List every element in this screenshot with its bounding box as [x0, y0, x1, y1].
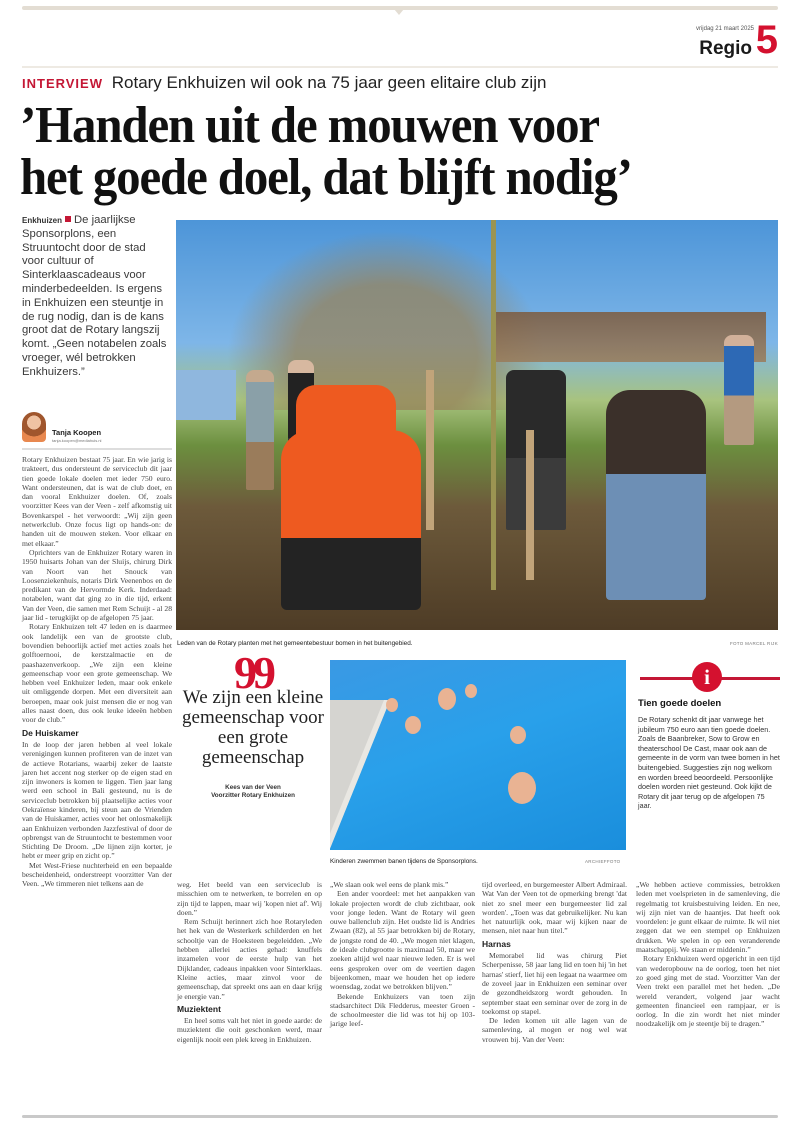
author-rule	[22, 448, 172, 450]
page-number: 5	[755, 18, 778, 62]
body-paragraph: tijd overleed, en burgemeester Albert Admiraal. Wat Van der Veen tot de opmerking brengt 'dat niet zo snel meer een burgemeester lid zal worden'. „Toen was dat gebruikelijker. Nu kan het natuurlijk ook, maar wij kijken naar de mensen, niet naar hun titel.”	[482, 880, 627, 936]
lead-text: De jaarlijkse Sponsorplons, een Struuntocht door de stad voor cultuur of Sinterklaascadeaus voor minderbedeelden. Is ergens in Enkhuizen een steuntje in de rug nodig, dan is de kans groot dat de Rotary langszij komt. „Geen notabelen zoals vroeger, wél betrokken Enkhuizers.”	[22, 214, 167, 378]
infobox-body: De Rotary schenkt dit jaar vanwege het jubileum 750 euro aan tien goede doelen. Zoals de Baanbreker, Sow to Grow en theaterschool De Cast, maar ook aan de gemeente in de vorm van twee bomen in het buitengebied. Suggesties zijn nog welkom en worden breed beoordeeld. Persoonlijke doelen worden niet gesteund. Ook kijkt de Rotary dit jaar terug op de afgelopen 75 jaar.	[638, 715, 780, 811]
lead-paragraph	[22, 214, 168, 380]
body-paragraph: Met West-Friese nuchterheid en een bepaalde bescheidenheid, onderstreept voorzitter Van der Veen. „We timmeren niet telkens aan de	[22, 860, 172, 889]
body-paragraph: Rem Schuijt herinnert zich hoe Rotaryleden het hek van de Westerkerk schilderden en het schooltje van de Hoeksteen begeleidden. „We hebben allerlei acties gehad: knuffels inzamelen voor de eerste hulp van het Dijklander, cadeaus inpakken voor Sinterklaas. Kleine acties, maar zinvol voor de gemeenschap, dat spreekt ons aan en daar krijg je energie van.”	[177, 917, 322, 1001]
pool-photo-caption: Kinderen zwemmen banen tijdens de Sponsorplons.	[330, 858, 478, 865]
body-paragraph: Rotary Enkhuizen bestaat 75 jaar. En wie jarig is trakteert, dus ondersteunt de serviceclub dit jaar tien goede lokale doelen met ieder 750 euro. Want ondersteunen, dat is wat de club doet, en dan vooral Enkhuizer doelen. Of, zoals voorzitter Kees van der Veen - zelf afkomstig uit Bovenkarspel - het verwoordt: „Wij zijn geen netwerkclub. Onze focus ligt op hands-on: de handen uit de mouwen steken. Voor elkaar en met elkaar.”	[22, 455, 172, 548]
body-column-2	[177, 880, 322, 1044]
headline-line-1: ’Handen uit de mouwen voor	[20, 97, 600, 154]
body-paragraph: Bekende Enkhuizers van toen zijn stadsarchitect Dik Fledderus, meester Groen - de schoolmeester die lid was tot hij op 103-jarige leef-	[330, 991, 475, 1029]
bottom-rule	[22, 1115, 778, 1118]
photo-person	[246, 370, 274, 490]
photo-person	[606, 390, 706, 600]
photo-person	[506, 370, 566, 530]
body-column-5	[636, 880, 780, 1029]
author-email[interactable]: tanja.koopen@mediahuis.nl	[52, 438, 102, 443]
subhead-huiskamer: De Huiskamer	[22, 727, 79, 738]
body-column-3	[330, 880, 475, 1029]
photo-stake	[426, 370, 434, 530]
body-paragraph: Oprichters van de Enkhuizer Rotary waren in 1950 huisarts Johan van der Sluijs, chirurg Dirk van Noort van het Snouck van Loosenziekenhuis, notaris Dirk Veenenbos en de predikant van de Hervormde Kerk. Inderdaad: notabelen, want dat ging zo in die tijd, erkent Van der Veen, die samen met Rem Schuijt - al 28 jaar lid - terugkijkt op de afgelopen 75 jaar.	[22, 547, 172, 623]
pullquote-text: We zijn een kleine gemeenschap voor een grote gemeenschap	[182, 687, 324, 768]
photo-swimmer	[386, 698, 398, 712]
body-paragraph: „We hebben actieve commissies, betrokken leden met voelsprieten in de samenleving, die regelmatig tot kruisbestuiving leiden. En nee, wij zijn niet van de haantjes. Dat heeft ook voordelen: je gunt elkaar de ruimte. Ik wil niet zeggen dat we een stempel op Enkhuizen drukken. We spelen in op een veranderende maatschappij. We staan er middenin.”	[636, 880, 780, 955]
section-name: Regio	[699, 38, 752, 59]
headline-line-2: het goede doel, dat blijft nodig’	[20, 149, 632, 206]
body-column-4	[482, 880, 627, 1044]
body-paragraph: weg. Het beeld van een serviceclub is misschien om te netwerken, te borrelen en op zijn tijd te lappen, maar wij 'kopen niet af'. Wij doen.”	[177, 880, 322, 917]
kicker-label: INTERVIEW	[22, 76, 103, 91]
quote-mark-icon: 99	[234, 647, 272, 698]
pullquote-role: Voorzitter Rotary Enkhuizen	[211, 792, 295, 799]
infobox-title: Tien goede doelen	[638, 698, 722, 709]
pool-photo-credit: ARCHIEFFOTO	[585, 859, 621, 864]
photo-sapling	[491, 220, 496, 590]
subhead-muziektent: Muziektent	[177, 1003, 221, 1014]
masthead-rule	[22, 66, 778, 68]
photo-swimmer	[405, 716, 421, 734]
photo-water	[176, 370, 236, 420]
photo-swimmer	[438, 688, 456, 710]
dateline: Enkhuizen	[22, 216, 63, 225]
photo-stake	[526, 430, 534, 580]
author-byline	[22, 410, 172, 450]
main-photo-caption: Leden van de Rotary planten met het gemeentebestuur bomen in het buitengebied.	[177, 640, 413, 647]
body-paragraph: „We slaan ook wel eens de plank mis.”	[330, 880, 449, 889]
body-paragraph: En heel soms valt het niet in goede aarde: de muziektent die ooit geschonken werd, maar eigenlijk nooit een plek kreeg in Enkhuizen.	[177, 1016, 322, 1044]
photo-swimmer	[510, 726, 526, 744]
subhead-harnas: Harnas	[482, 938, 511, 949]
pool-photo-sponsorplons	[330, 660, 626, 850]
pullquote-name: Kees van der Veen	[225, 784, 281, 791]
body-paragraph: Rotary Enkhuizen werd opgericht in een tijd van wederopbouw na de oorlog, toen het niet zo goed ging met de stad. Voorzitter Van der Veen trekt een parallel met het heden. „De wereld verandert, volgend jaar wacht gemeenten financieel een rampjaar, er is oorlog. In die zin wordt het niet minder noodzakelijk om je steentje bij te dragen.”	[636, 954, 780, 1029]
author-name: Tanja Koopen	[52, 428, 102, 437]
pullquote	[178, 647, 328, 800]
photo-swimmer	[508, 772, 536, 804]
kicker	[22, 73, 546, 93]
body-paragraph: Memorabel lid was chirurg Piet Scherpenisse, 58 jaar lang lid en toen hij 'in het harnas' stierf, liet hij een legaat na waarmee om de zoveel jaar in Enkhuizen een seminar over de gezondheidszorg wordt gehouden. In september staat een seminar over de zorg in de toekomst op stapel.	[482, 951, 627, 1016]
pullquote-attribution	[178, 784, 328, 800]
dateline-square-icon	[65, 216, 71, 222]
kicker-text: Rotary Enkhuizen wil ook na 75 jaar geen elitaire club zijn	[111, 73, 547, 92]
body-paragraph: Rotary Enkhuizen telt 47 leden en is daarmee ook landelijk een van de grootste club, bovendien behoorlijk actief met acties zoals het golftoernooi, de kerstzalmactie en de paashazenverkoop. „We zijn een kleine gemeenschap voor een grote gemeenschap. We hebben veel Enkhuizer leden, maar ook enkele uit omliggende dorpen. Met een diversiteit aan beroepen, maar ook juist mensen die er nog van alles naast doen, dus ook leuke ideeën hebben voor de club.”	[22, 622, 172, 725]
body-paragraph: Een ander voordeel: met het aanpakken van lokale projecten wordt de club zichtbaar, ook voor jonge leden. Want de Rotary wil geen ouwe ballenclub zijn. Het oudste lid is Andries Zwaan (82), al 55 jaar betrokken bij de Rotary, de jongste rond de 40. „We mogen niet klagen, de ideale clubgrootte is maximaal 50, maar we zoeken altijd wel naar nieuwe leden. Er is wel eens gesproken over om de veertien dagen bijeenkomen, maar we houden het op iedere woensdag, zodat we betrokken blijven.”	[330, 889, 475, 992]
photo-person	[724, 335, 754, 445]
top-rule-notch	[394, 9, 404, 15]
main-photo-credit: FOTO MARCEL RIJK	[729, 641, 778, 646]
headline	[20, 97, 744, 206]
body-column-1	[22, 455, 172, 889]
photo-pool-deck	[330, 700, 390, 850]
main-photo-tree-planting	[176, 220, 778, 630]
body-paragraph: In de loop der jaren hebben al veel lokale verenigingen kunnen profiteren van de inzet van de actieve Rotarians, waarbij zeker de laatste jaren het accent nog sterker op de eigen stad en zijn inwoners is komen te liggen. Tien jaar lang werd een school in Bali gesteund, nu is de serviceclub betrokken bij plaatselijke acties voor Oekraïense kinderen, bij steun aan de Vrienden van de Huiskamer, acties voor het onlosmakelijk aan Enkhuizen verbonden Jazzfestival of door de opbrengst van de Struuntocht te bestemmen voor Stichting De Droom. „De lijnen zijn korter, je hebt er meer grip en zicht op.”	[22, 739, 172, 861]
body-paragraph: De leden komen uit alle lagen van de samenleving, al mogen er nog wel wat vrouwen bij. Van der Veen:	[482, 1016, 627, 1044]
info-icon: i	[692, 662, 722, 692]
edition-date: vrijdag 21 maart 2025	[695, 26, 754, 32]
photo-worker	[281, 430, 421, 610]
photo-swimmer	[465, 684, 477, 698]
author-avatar	[22, 412, 46, 442]
